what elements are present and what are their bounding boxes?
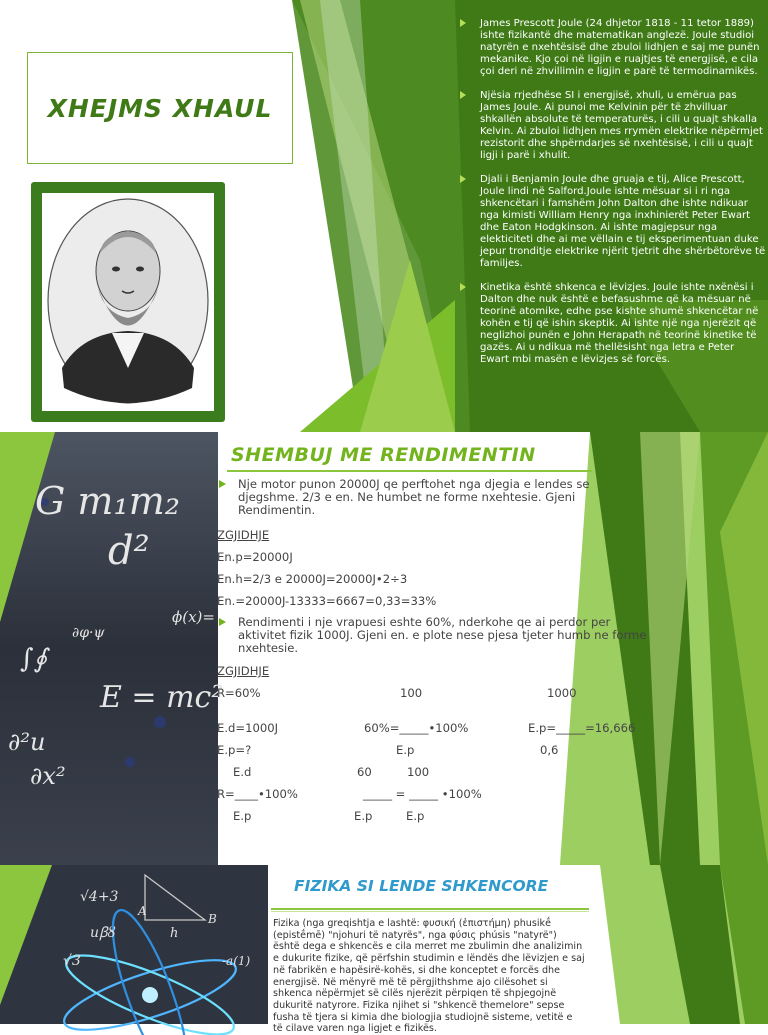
physics-definition-text: Fizika (nga greqishtja e lashtë: φυσική (ἐπιστήμη) phusikḗ (epistḗmē) "njohuri të natyrës", nga φύσις phúsis "natyrë") është dega e shkencës e cila merret me zbulimin dhe analizimin e dukurite fizike, që përfshin studimin e lëndës dhe lëvizjen e saj në fabrikën e hapësirë-kohës, si dhe konceptet e forcës dhe energjisë. Në mënyrë më të përgjithshme ajo cilësohet si shkenca nëpërmjet së cilës njerëzit përpiqen të shpjegojnë dukuritë natyrore. Fizika njihet si "shkencë themelore" sepse fusha të tjera si kimia dhe biologjia studiojnë sisteme, vetitë e të cilave varen nga ligjet e fizikës. [273,918,585,1035]
calc-useful-energy: E.d=1000J [217,721,279,735]
task-2: Rendimenti i nje vrapuesi eshte 60%, nderkohe qe ai perdor per aktivitet fizik 1000J. Gjeni en. e plote nese pjesa tjeter humb ne forme nxehtesie. [217,616,650,655]
portrait-frame [31,182,225,422]
calc-60-percent: 60%=_____•100% [364,721,469,735]
calc-formula: R=____•100% [217,787,298,801]
joule-portrait-illustration [42,193,214,411]
svg-text:h: h [170,926,179,941]
svg-text:√3: √3 [63,953,81,969]
calc-unknown: E.p=? [217,743,252,757]
svg-text:B: B [208,912,217,926]
bio-bullet-list [458,18,766,378]
slide-joule-bio [0,0,768,432]
title-box [27,52,293,164]
calc-ep: E.p [233,809,252,823]
bullet-triangle-icon [460,283,466,291]
energy-total: En.p=20000J [217,550,293,564]
bullet-triangle-icon [460,19,466,27]
calc-ep: E.p [396,743,415,757]
title-underline [271,908,589,910]
solution-label: ZGJIDHJE [217,528,270,542]
calc-total-energy: E.p=_____=16,666 [528,721,636,735]
calc-100b: 100 [407,765,430,779]
svg-text:E = mc²: E = mc² [100,680,224,715]
title-underline [227,470,592,472]
solution-label: ZGJIDHJE [217,664,270,678]
calc-60: 60 [357,765,372,779]
svg-text:G m₁m₂: G m₁m₂ [35,479,180,523]
energy-lost: En.h=2/3 e 20000J=20000J•2÷3 [217,572,408,586]
svg-text:∫∮: ∫∮ [20,644,48,674]
calc-ep: E.p [354,809,373,823]
bullet-triangle-icon [460,175,466,183]
calc-efficiency: R=60% [217,686,261,700]
svg-text:ϕ(x)=: ϕ(x)= [172,608,215,626]
title-underline-thin [271,911,589,912]
slide-title: XHEJMS XHAUL [47,93,273,123]
calc-blanks: _____ = _____ •100% [363,787,482,801]
bio-bullet: Kinetika është shkenca e lëvizjes. Joule ishte nxënësi i Dalton dhe nuk është e befasushme që ka mësuar në teorinë atomike, edhe pse kishte shumë shkencëtar në kohën e tij që ishin skeptik. Ai ishte një nga njerëzit që neglizhoi punën e John Herapath në teorinë kinetike të gazës. Ai u ndikua më thellësisht nga letra e Peter Ewart mbi masën e lëvizjes së forcës. [458,282,766,366]
svg-text:d²: d² [108,528,150,574]
blackboard-image [0,432,224,865]
svg-text:∂²u: ∂²u [8,728,46,756]
svg-text:∂x²: ∂x² [30,762,66,790]
svg-text:uꞵȣ: uꞵȣ [90,925,116,941]
bio-bullet: James Prescott Joule (24 dhjetor 1818 - 11 tetor 1889) ishte fizikantë dhe matematikan anglezë. Joule studioi natyrën e nxehtësisë dhe zbuloi lidhjen e saj me punën mekanike. Kjo çoi në ligjin e ruajtjes të energjisë, e cila çoi deri në zhvillimin e ligjin e parë të termodinamikës. [458,18,766,78]
portrait-image [42,193,214,411]
bio-bullet: Njësia rrjedhëse SI i energjisë, xhuli, u emërua pas James Joule. Ai punoi me Kelvinin për të zhvilluar shkallën absolute të temperaturës, i cili u quajt shkalla Kelvin. Ai zbuloi lidhjen mes rrymën elektrike nëpërmjet rezistorit dhe shpërndarjes së nxehtësisë, i cili u quajt ligji i parë i xhulit. [458,90,766,162]
section-title: SHEMBUJ ME RENDIMENTIN [231,444,536,466]
calc-06: 0,6 [540,743,559,757]
svg-text:√4+3: √4+3 [80,889,119,905]
bullet-triangle-icon [219,480,226,488]
svg-text:∂φ·ψ: ∂φ·ψ [72,625,105,641]
blackboard-image [0,865,268,1024]
svg-text:-a(1): -a(1) [222,954,251,968]
blackboard-atom-illustration [0,865,268,1024]
section-title: FIZIKA SI LENDE SHKENCORE [294,877,549,895]
svg-text:A: A [138,904,147,918]
calc-ep: E.p [406,809,425,823]
calc-1000: 1000 [547,686,577,700]
bio-bullet: Djali i Benjamin Joule dhe gruaja e tij, Alice Prescott, Joule lindi në Salford.Joule ishte mësuar si i ri nga shkencëtari i famshëm John Dalton dhe ishte ndikuar nga kimisti William Henry nga inxhinierët Peter Ewart dhe Eaton Hodgkinson. Ai ishte magjepsur nga elekticiteti dhe ai me vëllain e tij eksperimentuan duke jepur tronditje elektrike njërit tjetrit dhe shërbëtorëve të familjes. [458,174,766,270]
calc-100: 100 [400,686,423,700]
bullet-triangle-icon [219,618,226,626]
energy-useful: En.=20000J-13333=6667=0,33=33% [217,594,437,608]
blackboard-formulas-illustration [0,432,224,865]
bullet-triangle-icon [460,91,466,99]
slide-efficiency-examples [0,432,768,865]
slide-physics-science [0,865,768,1035]
calc-ed: E.d [233,765,252,779]
task-1: Nje motor punon 20000J qe perftohet nga djegia e lendes se djegshme. 2/3 e en. Ne humbet ne forme nxehtesie. Gjeni Rendimentin. [217,478,650,517]
